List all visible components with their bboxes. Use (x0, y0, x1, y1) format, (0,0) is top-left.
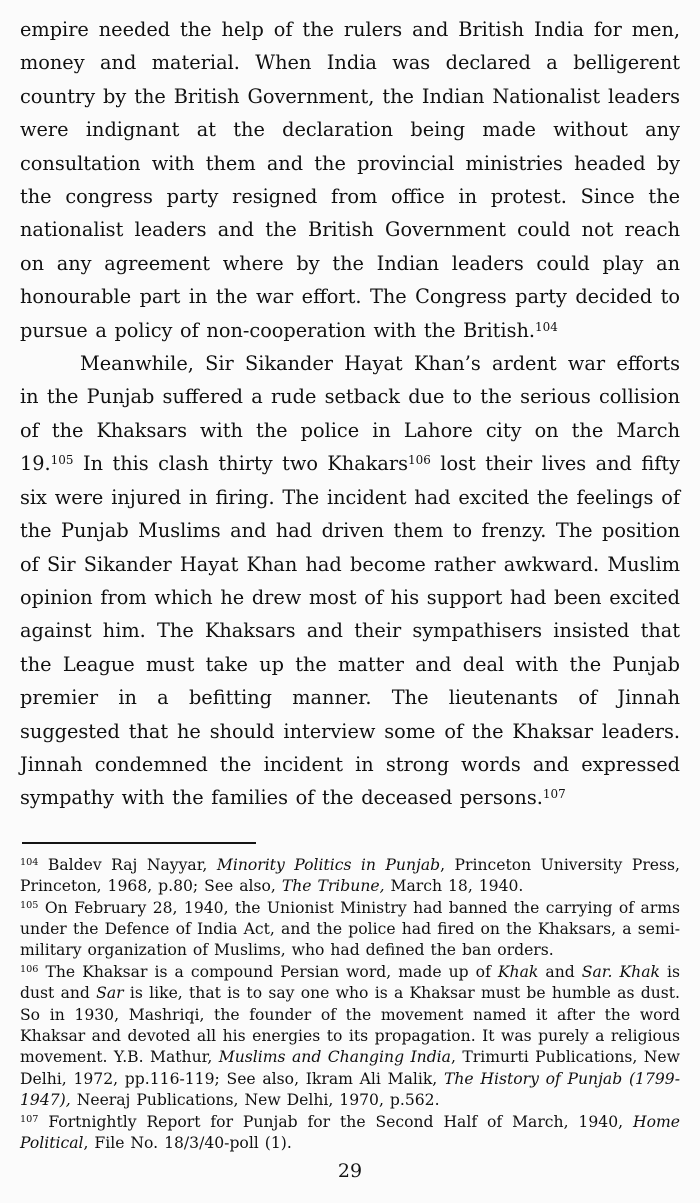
footnote-107: $^{107}$ Fortnightly Report for Punjab for the Second Half of March, 1940, Home Political, File No. 18/3/40-poll (1). (20, 1112, 680, 1153)
footnote-104: $^{104}$ Baldev Raj Nayyar, Minority Politics in Punjab, Princeton University Press, Princeton, 1968, p.80; See also, The Tribune, March 18, 1940. (20, 855, 680, 896)
body-paragraph-2: Meanwhile, Sir Sikander Hayat Khan’s ardent war efforts in the Punjab suffered a rude setback due to the serious collision of the Khaksars with the police in Lahore city on the March 19.$^{105}$ In this clash thirty two Khakars$^{106}$ lost their lives and fifty six were injured in firing. The incident had excited the feelings of the Punjab Muslims and had driven them to frenzy. The position of Sir Sikander Hayat Khan had become rather awkward. Muslim opinion from which he drew most of his support had been excited against him. The Khaksars and their sympathisers insisted that the League must take up the matter and deal with the Punjab premier in a befitting manner. The lieutenants of Jinnah suggested that he should interview some of the Khaksar leaders. Jinnah condemned the incident in strong words and expressed sympathy with the families of the deceased persons.$^{107}$ (20, 352, 680, 810)
footnotes-section (20, 855, 680, 1155)
footnote-106: $^{106}$ The Khaksar is a compound Persian word, made up of Khak and Sar. Khak is dust and Sar is like, that is to say one who is a Khaksar must be humble as dust. So in 1930, Mashriqi, the founder of the movement named it after the word Khaksar and devoted all his energies to its propagation. It was purely a religious movement. Y.B. Mathur, Muslims and Changing India, Trimurti Publications, New Delhi, 1972, pp.116-119; See also, Ikram Ali Malik, The History of Punjab (1799-1947), Neeraj Publications, New Delhi, 1970, p.562. (20, 962, 681, 1110)
body-paragraph-1: empire needed the help of the rulers and British India for men, money and material. When India was declared a belligerent country by the British Government, the Indian Nationalist leaders were indignant at the declaration being made without any consultation with them and the provincial ministries headed by the congress party resigned from office in protest. Since the nationalist leaders and the British Government could not reach on any agreement where by the Indian leaders could play an honourable part in the war effort. The Congress party decided to pursue a policy of non-cooperation with the British.$^{104}$ (20, 18, 680, 342)
footnote-separator-rule (22, 842, 256, 844)
footnote-105: $^{105}$ On February 28, 1940, the Unionist Ministry had banned the carrying of arms under the Defence of India Act, and the police had fired on the Khaksars, a semi-military organization of Muslims, who had defined the ban orders. (20, 898, 680, 960)
page-body (20, 13, 680, 815)
page-number: 29 (337, 1160, 363, 1182)
